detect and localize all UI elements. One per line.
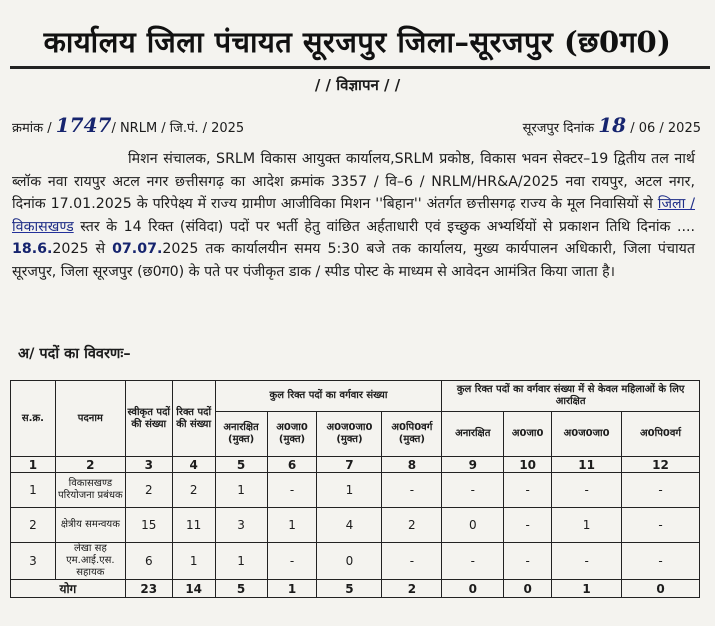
cell-sno: 2 — [11, 508, 56, 543]
body-text-a: मिशन संचालक, SRLM विकास आयुक्त कार्यालय,SRLM प्रकोष्ठ, विकास भवन सेक्टर–19 द्वितीय तल नार्थ ब्लॉक नवा रायपुर अटल नगर छत्तीसगढ़ का आदेश क्रमांक 3357 / वि–6 / NRLM/HR&A/2025 नवा रायपुर, अटल नगर, दिनांक 17.01.2025 के परिपेक्ष्य में राज्य ग्रामीण आजीविका मिशन ''बिहान'' अंतर्गत छत्तीसगढ़ राज्य के मूल निवासियों से — [12, 151, 695, 213]
col-number: 1 — [11, 457, 56, 473]
notice-paragraph — [12, 148, 695, 284]
cell-st: 0 — [317, 543, 382, 580]
col-number: 3 — [125, 457, 172, 473]
body-text-c: 2025 से — [52, 241, 106, 258]
cell-obc: 2 — [382, 508, 442, 543]
cell-sanctioned: 6 — [125, 543, 172, 580]
cell-women-st: - — [552, 543, 622, 580]
cell-women-st: - — [552, 473, 622, 508]
subheader-women-ur: अनारक्षित — [442, 412, 504, 457]
col-number: 8 — [382, 457, 442, 473]
total-women-sc: 0 — [504, 580, 552, 598]
reference-suffix: / NRLM / जि.पं. / 2025 — [111, 121, 245, 136]
cell-sc: 1 — [267, 508, 317, 543]
reference-prefix: क्रमांक / — [12, 121, 52, 136]
cell-women-ur: - — [442, 473, 504, 508]
subheader-sc: अ0जा0 (मुक्त) — [267, 412, 317, 457]
cell-ur: 1 — [215, 473, 267, 508]
cell-sno: 1 — [11, 473, 56, 508]
col-number: 4 — [172, 457, 215, 473]
total-women-ur: 0 — [442, 580, 504, 598]
total-ur: 5 — [215, 580, 267, 598]
subheader-women-sc: अ0जा0 — [504, 412, 552, 457]
cell-women-st: 1 — [552, 508, 622, 543]
cell-women-ur: 0 — [442, 508, 504, 543]
body-text-d: 2025 तक कार्यालयीन समय 5:30 बजे तक कार्यालय, मुख्य कार्यपालन अधिकारी, जिला पंचायत सूरजपुर, जिला सूरजपुर (छ0ग0) के पते पर पंजीकृत डाक / स्पीड पोस्ट के माध्यम से आवेदन आमंत्रित किया जाता है। — [12, 241, 695, 280]
cell-post: लेखा सह एम.आई.एस. सहायक — [55, 543, 125, 580]
cell-women-sc: - — [504, 473, 552, 508]
col-number: 2 — [55, 457, 125, 473]
cell-women-obc: - — [622, 473, 700, 508]
subheader-ur: अनारक्षित (मुक्त) — [215, 412, 267, 457]
header-group-all: कुल रिक्त पदों का वर्गवार संख्या — [215, 381, 442, 412]
col-number: 9 — [442, 457, 504, 473]
header-sanctioned: स्वीकृत पदों की संख्या — [125, 381, 172, 457]
total-vacant: 14 — [172, 580, 215, 598]
table-row — [11, 473, 700, 508]
cell-women-sc: - — [504, 543, 552, 580]
cell-sc: - — [267, 543, 317, 580]
end-date: 07.07. — [112, 241, 163, 258]
header-vacant: रिक्त पदों की संख्या — [172, 381, 215, 457]
start-date: 18.6. — [12, 241, 53, 258]
posts-table — [10, 380, 700, 598]
title-rule — [10, 66, 710, 69]
col-number: 12 — [622, 457, 700, 473]
date-prefix: सूरजपुर दिनांक — [522, 121, 595, 136]
total-women-st: 1 — [552, 580, 622, 598]
cell-sanctioned: 15 — [125, 508, 172, 543]
cell-women-obc: - — [622, 508, 700, 543]
cell-st: 1 — [317, 473, 382, 508]
col-number: 10 — [504, 457, 552, 473]
col-number: 5 — [215, 457, 267, 473]
cell-post: विकासखण्ड परियोजना प्रबंधक — [55, 473, 125, 508]
section-title: अ/ पदों का विवरणः– — [18, 346, 131, 362]
cell-vacant: 11 — [172, 508, 215, 543]
header-group-women: कुल रिक्त पदों का वर्गवार संख्या में से केवल महिलाओं के लिए आरक्षित — [442, 381, 700, 412]
body-text-b: स्तर के 14 रिक्त (संविदा) पदों पर भर्ती हेतु वांछित अर्हताधारी एवं इच्छुक अभ्यर्थियों से प्रकाशन तिथि दिनांक .... — [80, 218, 695, 235]
cell-women-sc: - — [504, 508, 552, 543]
col-number: 7 — [317, 457, 382, 473]
col-number: 11 — [552, 457, 622, 473]
notice-label: / / विज्ञापन / / — [314, 76, 401, 94]
cell-obc: - — [382, 543, 442, 580]
cell-women-ur: - — [442, 543, 504, 580]
table-row — [11, 508, 700, 543]
reference-date — [523, 113, 701, 137]
cell-vacant: 1 — [172, 543, 215, 580]
total-women-obc: 0 — [622, 580, 700, 598]
total-sc: 1 — [267, 580, 317, 598]
reference-handwritten-number: 1747 — [55, 113, 112, 137]
cell-sanctioned: 2 — [125, 473, 172, 508]
subheader-st: अ0ज0जा0 (मुक्त) — [317, 412, 382, 457]
level-underlined: जिला / विकासखण्ड — [12, 196, 695, 235]
subheader-women-st: अ0ज0जा0 — [552, 412, 622, 457]
date-rest: / 06 / 2025 — [630, 121, 701, 136]
cell-vacant: 2 — [172, 473, 215, 508]
subheader-obc: अ0पि0वर्ग (मुक्त) — [382, 412, 442, 457]
reference-number — [12, 113, 244, 137]
header-sno: स.क्र. — [11, 381, 56, 457]
header-post: पदनाम — [55, 381, 125, 457]
notice-body — [12, 148, 695, 284]
cell-ur: 3 — [215, 508, 267, 543]
col-number: 6 — [267, 457, 317, 473]
office-title: कार्यालय जिला पंचायत सूरजपुर जिला–सूरजपुर (छ0ग0) — [43, 25, 672, 59]
total-row — [11, 580, 700, 598]
total-label: योग — [11, 580, 126, 598]
total-obc: 2 — [382, 580, 442, 598]
total-st: 5 — [317, 580, 382, 598]
cell-sno: 3 — [11, 543, 56, 580]
cell-obc: - — [382, 473, 442, 508]
cell-women-obc: - — [622, 543, 700, 580]
date-handwritten-day: 18 — [598, 113, 627, 137]
cell-st: 4 — [317, 508, 382, 543]
cell-ur: 1 — [215, 543, 267, 580]
cell-sc: - — [267, 473, 317, 508]
table-row — [11, 543, 700, 580]
column-number-row — [11, 457, 700, 473]
subheader-women-obc: अ0पि0वर्ग — [622, 412, 700, 457]
cell-post: क्षेत्रीय समन्वयक — [55, 508, 125, 543]
total-sanctioned: 23 — [125, 580, 172, 598]
